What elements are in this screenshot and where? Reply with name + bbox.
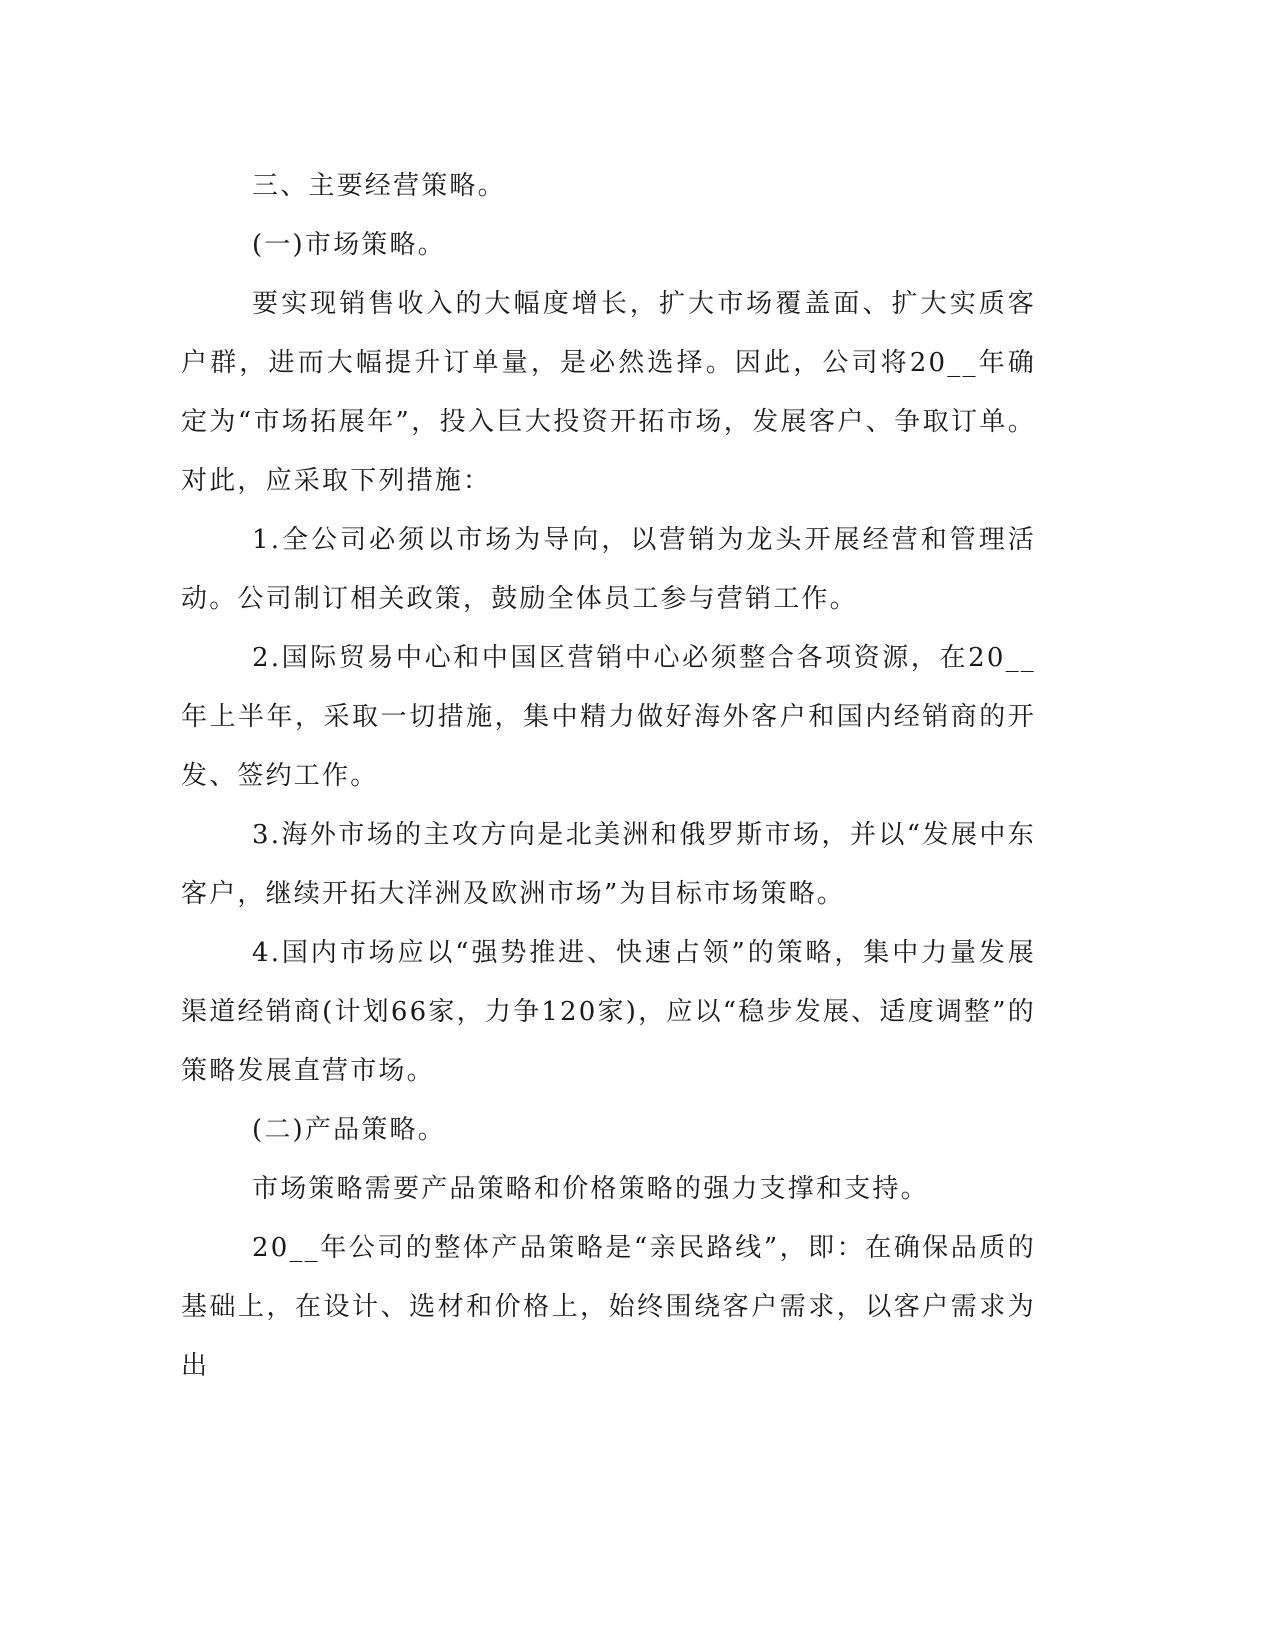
paragraph-measure-2: 2.国际贸易中心和中国区营销中心必须整合各项资源，在20__年上半年，采取一切措施，集中精力做好海外客户和国内经销商的开发、签约工作。 [181,643,1036,791]
subsection-heading-market: (一)市场策略。 [252,230,446,260]
subsection-heading-product: (二)产品策略。 [252,1115,446,1145]
paragraph-measure-4: 4.国内市场应以“强势推进、快速占领”的策略，集中力量发展渠道经销商(计划66家，力争120家)，应以“稳步发展、适度调整”的策略发展直营市场。 [181,938,1036,1086]
paragraph-product-strategy: 20__年公司的整体产品策略是“亲民路线”，即：在确保品质的基础上，在设计、选材和价格上，始终围绕客户需求，以客户需求为出 [181,1233,1036,1381]
paragraph-measure-1: 1.全公司必须以市场为导向，以营销为龙头开展经营和管理活动。公司制订相关政策，鼓励全体员工参与营销工作。 [181,525,1036,614]
paragraph-measure-3: 3.海外市场的主攻方向是北美洲和俄罗斯市场，并以“发展中东客户，继续开拓大洋洲及欧洲市场”为目标市场策略。 [181,820,1036,909]
document-body [181,157,1036,1396]
section-heading: 三、主要经营策略。 [252,171,506,201]
paragraph-market-intro: 要实现销售收入的大幅度增长，扩大市场覆盖面、扩大实质客户群，进而大幅提升订单量，是必然选择。因此，公司将20__年确定为“市场拓展年”，投入巨大投资开拓市场，发展客户、争取订单。对此，应采取下列措施： [181,289,1036,496]
paragraph-product-intro: 市场策略需要产品策略和价格策略的强力支撑和支持。 [252,1174,929,1204]
